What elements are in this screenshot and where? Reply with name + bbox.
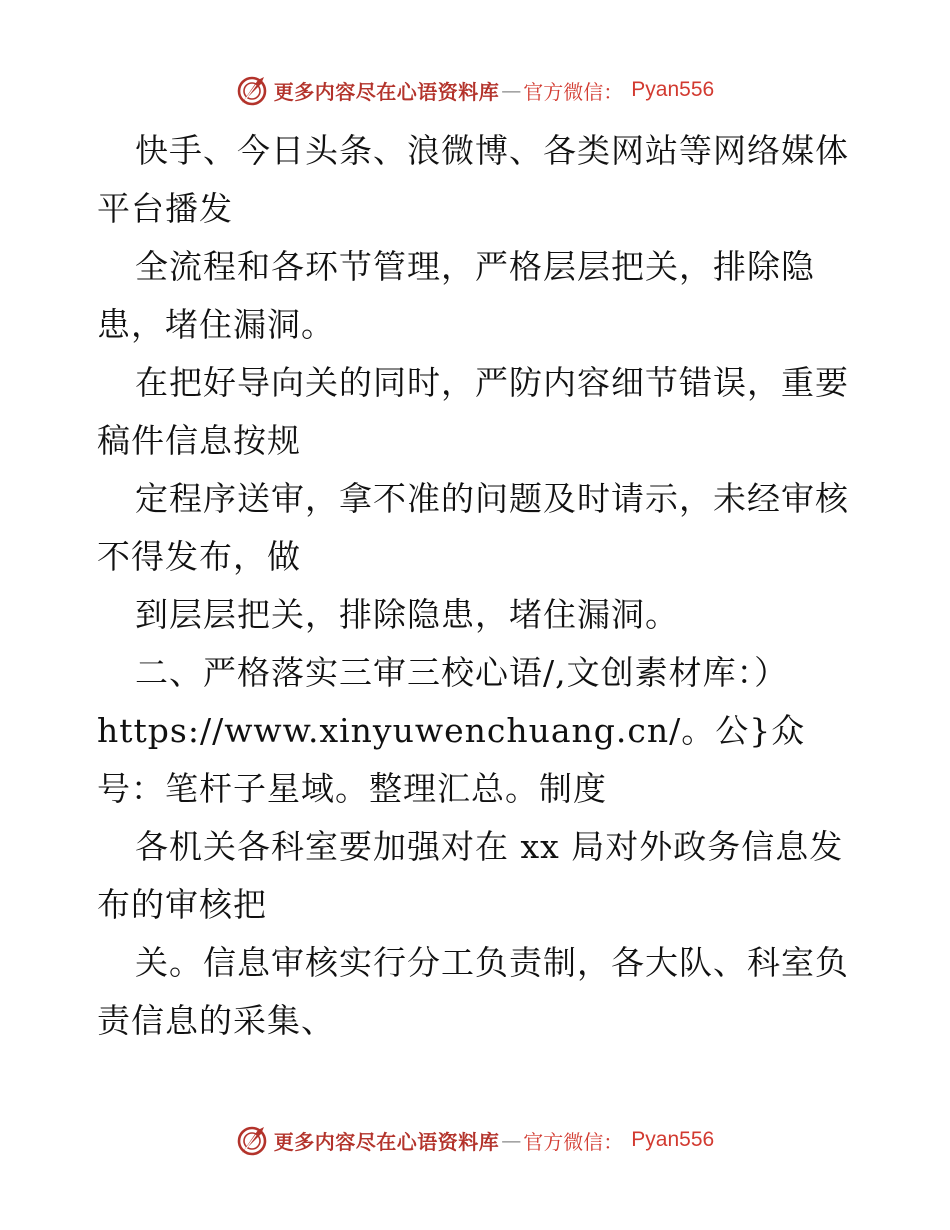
paragraph-5: 到层层把关，排除隐患，堵住漏洞。 [135, 595, 679, 634]
footer-wechat-label: 官方微信： [523, 1129, 624, 1154]
footer-brand-text: 更多内容尽在心语资料库 [273, 1129, 500, 1154]
footer-separator: — [501, 1128, 522, 1152]
banner-separator: — [501, 78, 522, 102]
paragraph-4: 定程序送审，拿不准的问题及时请示，未经审核不得发布，做 [97, 479, 849, 576]
footer-wechat-id: Pyan556 [631, 1128, 715, 1151]
paragraph-2: 全流程和各环节管理，严格层层把关，排除隐患，堵住漏洞。 [97, 247, 815, 344]
header-banner [0, 74, 950, 106]
banner-wechat-id: Pyan556 [631, 78, 715, 101]
quill-logo-icon [236, 1124, 270, 1156]
paragraph-3: 在把好导向关的同时，严防内容细节错误，重要稿件信息按规 [97, 363, 849, 460]
banner-brand-text: 更多内容尽在心语资料库 [273, 79, 500, 104]
quill-logo-icon [236, 74, 270, 106]
document-body [97, 122, 857, 1050]
footer-banner [0, 1124, 950, 1156]
paragraph-8: 各机关各科室要加强对在 xx 局对外政务信息发布的审核把 [97, 827, 844, 924]
paragraph-7-url: https://www.xinyuwenchuang.cn/。公}众号：笔杆子星域。整理汇总。制度 [97, 711, 806, 808]
paragraph-1: 快手、今日头条、浪微博、各类网站等网络媒体平台播发 [97, 131, 849, 228]
paragraph-6: 二、严格落实三审三校心语/,文创素材库：） [135, 653, 789, 692]
paragraph-9: 关。信息审核实行分工负责制，各大队、科室负责信息的采集、 [97, 943, 849, 1040]
banner-wechat-label: 官方微信： [523, 79, 624, 104]
